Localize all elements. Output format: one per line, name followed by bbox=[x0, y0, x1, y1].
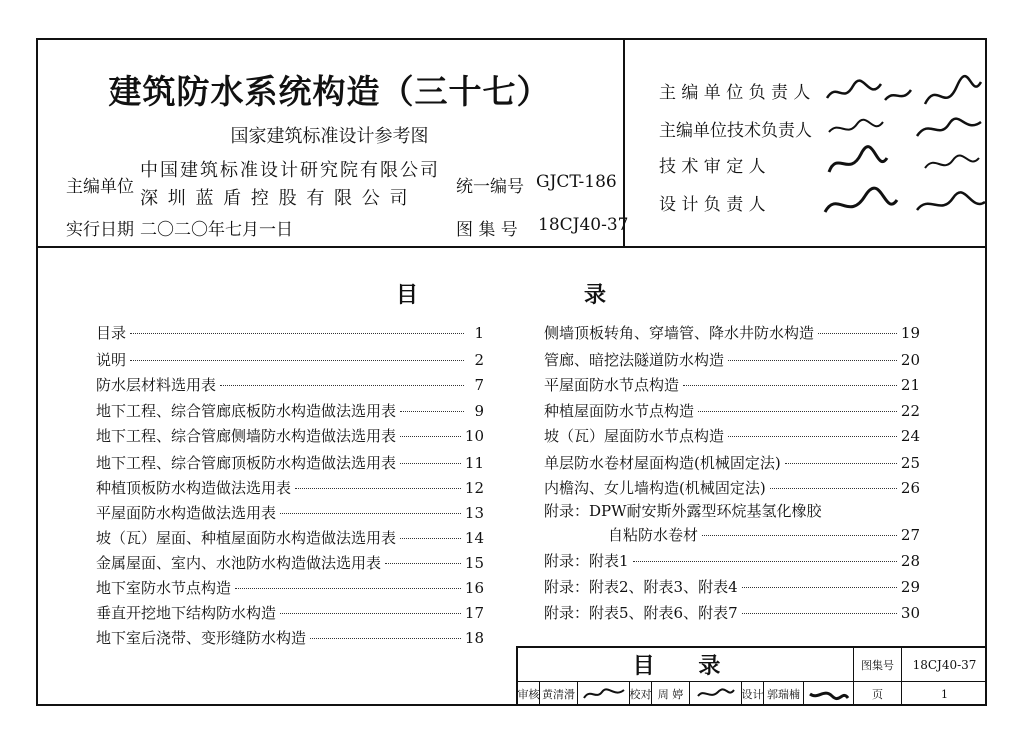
check-name: 周 婷 bbox=[652, 682, 690, 706]
toc-entry bbox=[544, 602, 920, 623]
toc-leader-dots bbox=[385, 563, 461, 564]
toc-entry-page: 2 bbox=[474, 351, 484, 369]
effective-date-label: 实行日期 bbox=[66, 220, 134, 240]
atlas-subtitle: 国家建筑标准设计参考图 bbox=[230, 126, 429, 147]
toc-entry bbox=[96, 349, 484, 370]
toc-entry-page: 16 bbox=[464, 579, 484, 597]
toc-entry-title: 金属屋面、室内、水池防水构造做法选用表 bbox=[96, 554, 382, 572]
toc-entry-page: 17 bbox=[464, 604, 484, 622]
toc-entry bbox=[96, 400, 484, 421]
toc-leader-dots bbox=[400, 538, 461, 539]
signature-image bbox=[825, 144, 985, 186]
toc-entry-title: 坡（瓦）屋面防水节点构造 bbox=[544, 427, 725, 445]
toc-heading-left: 目 bbox=[396, 282, 419, 308]
toc-entry-page: 15 bbox=[464, 554, 484, 572]
toc-entry bbox=[544, 374, 920, 395]
toc-entry-title: 地下室防水节点构造 bbox=[96, 579, 232, 597]
toc-entry bbox=[544, 550, 920, 571]
toc-entry-page: 10 bbox=[464, 427, 484, 445]
toc-entry-title: 目录 bbox=[96, 324, 127, 342]
toc-entry-page: 13 bbox=[464, 504, 484, 522]
toc-entry bbox=[96, 374, 484, 395]
toc-entry-title: 单层防水卷材屋面构造(机械固定法) bbox=[544, 454, 781, 472]
toc-entry-title: 附录：DPW耐安斯外露型环烷基氢化橡胶 bbox=[544, 502, 822, 520]
toc-entry-title: 种植屋面防水节点构造 bbox=[544, 402, 695, 420]
toc-entry-title: 地下工程、综合管廊底板防水构造做法选用表 bbox=[96, 402, 397, 420]
toc-leader-dots bbox=[785, 463, 897, 464]
toc-entry-page: 27 bbox=[900, 526, 920, 544]
check-label: 校对 bbox=[630, 682, 652, 706]
toc-entry-title: 种植顶板防水构造做法选用表 bbox=[96, 479, 292, 497]
toc-entry bbox=[544, 452, 920, 473]
toc-leader-dots bbox=[742, 587, 897, 588]
review-name: 黄清滑 bbox=[540, 682, 578, 706]
toc-leader-dots bbox=[280, 513, 461, 514]
toc-entry bbox=[96, 477, 484, 498]
toc-entry bbox=[544, 477, 920, 498]
toc-entry bbox=[544, 349, 920, 370]
toc-leader-dots bbox=[742, 613, 897, 614]
toc-entry-page: 11 bbox=[464, 454, 484, 472]
toc-entry-page: 19 bbox=[900, 324, 920, 342]
toc-heading-right: 录 bbox=[584, 282, 607, 308]
toc-entry bbox=[96, 322, 484, 343]
toc-leader-dots bbox=[770, 488, 897, 489]
editor-unit-2: 深 圳 蓝 盾 控 股 有 限 公 司 bbox=[140, 188, 410, 209]
role-tech-head: 主编单位技术负责人 bbox=[659, 121, 812, 141]
design-label: 设计 bbox=[742, 682, 764, 706]
toc-entry-title: 防水层材料选用表 bbox=[96, 376, 217, 394]
signature-image bbox=[804, 682, 854, 706]
toc-entry-page: 1 bbox=[474, 324, 484, 342]
toc-entry-title: 地下工程、综合管廊侧墙防水构造做法选用表 bbox=[96, 427, 397, 445]
role-design-head: 设 计 负 责 人 bbox=[659, 195, 766, 215]
page-label: 页 bbox=[854, 682, 902, 706]
atlas-no: 18CJ40-37 bbox=[538, 215, 629, 235]
toc-entry-page: 22 bbox=[900, 402, 920, 420]
toc-entry bbox=[544, 576, 920, 597]
toc-entry bbox=[96, 602, 484, 623]
toc-entry-title: 附录：附表2、附表3、附表4 bbox=[544, 578, 738, 596]
toc-entry-page: 26 bbox=[900, 479, 920, 497]
toc-leader-dots bbox=[295, 488, 461, 489]
toc-entry-page: 28 bbox=[900, 552, 920, 570]
page-no: 1 bbox=[941, 687, 948, 701]
toc-leader-dots bbox=[698, 411, 897, 412]
design-name: 郭瑞楠 bbox=[764, 682, 804, 706]
toc-entry-page: 7 bbox=[474, 376, 484, 394]
toc-entry-title: 地下工程、综合管廊顶板防水构造做法选用表 bbox=[96, 454, 397, 472]
toc-entry-page: 30 bbox=[900, 604, 920, 622]
role-tech-reviewer: 技 术 审 定 人 bbox=[659, 157, 766, 177]
toc-leader-dots bbox=[235, 588, 461, 589]
toc-leader-dots bbox=[400, 411, 464, 412]
toc-entry-page: 9 bbox=[474, 402, 484, 420]
toc-entry bbox=[96, 577, 484, 598]
toc-entry-title: 平屋面防水构造做法选用表 bbox=[96, 504, 277, 522]
atlas-no-label: 图 集 号 bbox=[456, 220, 518, 240]
review-label: 审核 bbox=[518, 682, 540, 706]
title-block bbox=[516, 646, 987, 706]
toc-entry-page: 21 bbox=[900, 376, 920, 394]
role-editor-unit-head: 主 编 单 位 负 责 人 bbox=[659, 83, 811, 103]
toc-entry bbox=[96, 425, 484, 446]
toc-entry-title: 侧墙顶板转角、穿墙管、降水井防水构造 bbox=[544, 324, 815, 342]
editor-unit-label: 主编单位 bbox=[66, 177, 134, 197]
toc-leader-dots bbox=[633, 561, 897, 562]
toc-leader-dots bbox=[220, 385, 464, 386]
unified-no-label: 统一编号 bbox=[456, 177, 524, 197]
toc-leader-dots bbox=[400, 463, 461, 464]
toc-entry-title: 平屋面防水节点构造 bbox=[544, 376, 680, 394]
toc-leader-dots bbox=[702, 535, 897, 536]
atlas-no-cell: 18CJ40-37 bbox=[902, 648, 987, 682]
header-divider bbox=[36, 246, 987, 248]
toc-entry-title: 坡（瓦）屋面、种植屋面防水构造做法选用表 bbox=[96, 529, 397, 547]
toc-entry bbox=[544, 500, 920, 521]
header-info bbox=[36, 38, 629, 246]
toc-entry-page: 24 bbox=[900, 427, 920, 445]
toc-leader-dots bbox=[728, 436, 897, 437]
toc-entry-page: 29 bbox=[900, 578, 920, 596]
atlas-no-label-cell: 图集号 bbox=[854, 648, 902, 682]
toc-entry bbox=[544, 400, 920, 421]
unified-no: GJCT-186 bbox=[536, 172, 617, 192]
toc-entry-title: 垂直开挖地下结构防水构造 bbox=[96, 604, 277, 622]
toc-leader-dots bbox=[280, 613, 461, 614]
signature-image bbox=[578, 682, 630, 706]
toc-leader-dots bbox=[130, 360, 464, 361]
toc-leader-dots bbox=[818, 333, 897, 334]
toc-entry bbox=[96, 452, 484, 473]
signature-image bbox=[690, 682, 742, 706]
toc-entry-title: 自粘防水卷材 bbox=[608, 526, 699, 544]
toc-entry bbox=[96, 527, 484, 548]
editor-unit-1: 中国建筑标准设计研究院有限公司 bbox=[140, 160, 440, 181]
toc-entry-title: 地下室后浇带、变形缝防水构造 bbox=[96, 629, 307, 647]
toc-entry-title: 内檐沟、女儿墙构造(机械固定法) bbox=[544, 479, 766, 497]
signature-image bbox=[821, 182, 987, 230]
toc-entry-title: 说明 bbox=[96, 351, 127, 369]
toc-entry-page: 20 bbox=[900, 351, 920, 369]
toc-entry bbox=[96, 627, 484, 648]
toc-leader-dots bbox=[683, 385, 897, 386]
sheet-title: 目 录 bbox=[518, 648, 854, 682]
toc-entry bbox=[96, 552, 484, 573]
effective-date: 二〇二〇年七月一日 bbox=[140, 220, 293, 240]
toc-leader-dots bbox=[728, 360, 897, 361]
toc-leader-dots bbox=[400, 436, 461, 437]
toc-leader-dots bbox=[310, 638, 461, 639]
toc-entry bbox=[544, 322, 920, 343]
toc-entry bbox=[544, 425, 920, 446]
toc-entry-page: 25 bbox=[900, 454, 920, 472]
toc-entry bbox=[96, 502, 484, 523]
toc-leader-dots bbox=[130, 333, 464, 334]
toc-entry-page: 18 bbox=[464, 629, 484, 647]
atlas-title: 建筑防水系统构造（三十七） bbox=[108, 72, 551, 111]
toc-entry bbox=[608, 524, 920, 545]
toc-entry-title: 管廊、暗挖法隧道防水构造 bbox=[544, 351, 725, 369]
toc-entry-title: 附录：附表5、附表6、附表7 bbox=[544, 604, 738, 622]
toc-entry-page: 14 bbox=[464, 529, 484, 547]
toc-entry-title: 附录：附表1 bbox=[544, 552, 629, 570]
toc-entry-page: 12 bbox=[464, 479, 484, 497]
responsibles-panel bbox=[623, 38, 987, 246]
